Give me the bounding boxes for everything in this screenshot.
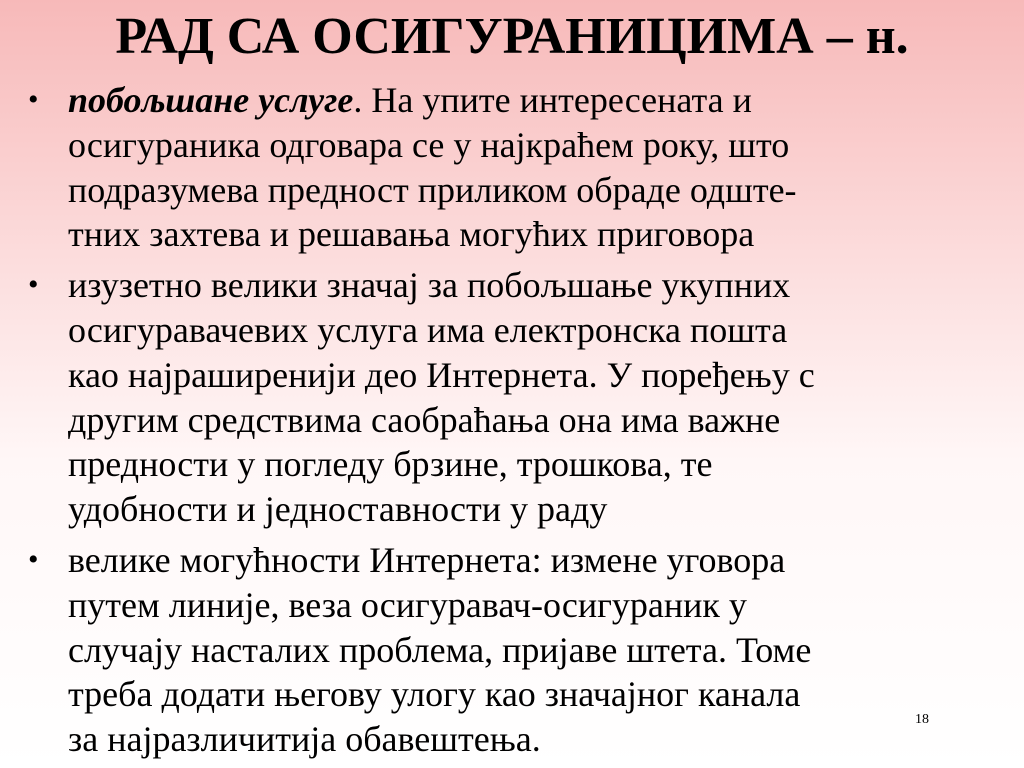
bullet-line: изузетно велики значај за побољшање укупних bbox=[68, 265, 791, 306]
bullet-list bbox=[28, 78, 1018, 768]
bullet-line: за најразличитија обавештења. bbox=[68, 719, 541, 760]
bullet-line: велике могућности Интернета: измене уговора bbox=[68, 539, 786, 580]
bullet-line: удобности и једноставности у раду bbox=[68, 489, 608, 530]
bullet-text: . На упите интересената и bbox=[353, 80, 752, 120]
page-number: 18 bbox=[915, 712, 929, 727]
bullet-item-1 bbox=[28, 78, 1018, 257]
bullet-line: осигуравачевих услуга има електронска пошта bbox=[68, 309, 788, 350]
bullet-line: подразумева предност приликом обраде одште- bbox=[68, 169, 797, 210]
bullet-item-3 bbox=[28, 538, 1018, 762]
bullet-marker: • bbox=[28, 542, 39, 576]
bullet-line: случају насталих проблема, пријаве штета. Томе bbox=[68, 629, 812, 670]
bullet-line: као најраширенији део Интернета. У поређењу с bbox=[68, 354, 815, 395]
bullet-line bbox=[68, 78, 1018, 123]
slide-title: РАД СА ОСИГУРАНИЦИМА – н. bbox=[115, 8, 909, 65]
emphasized-term: побољшане услуге bbox=[68, 80, 354, 120]
bullet-line: тних захтева и решавања могућих приговора bbox=[68, 214, 755, 255]
bullet-line: треба додати његову улогу као значајног канала bbox=[68, 674, 801, 715]
bullet-item-2 bbox=[28, 263, 1018, 532]
bullet-line: путем линије, веза осигуравач-осигураник у bbox=[68, 584, 747, 625]
bullet-line: осигураника одговара се у најкраћем року, што bbox=[68, 124, 790, 165]
bullet-line: другим средствима саобраћања она има важне bbox=[68, 399, 781, 440]
bullet-line: предности у погледу брзине, трошкова, те bbox=[68, 444, 713, 485]
bullet-marker: • bbox=[28, 268, 39, 302]
bullet-marker: • bbox=[28, 83, 39, 116]
